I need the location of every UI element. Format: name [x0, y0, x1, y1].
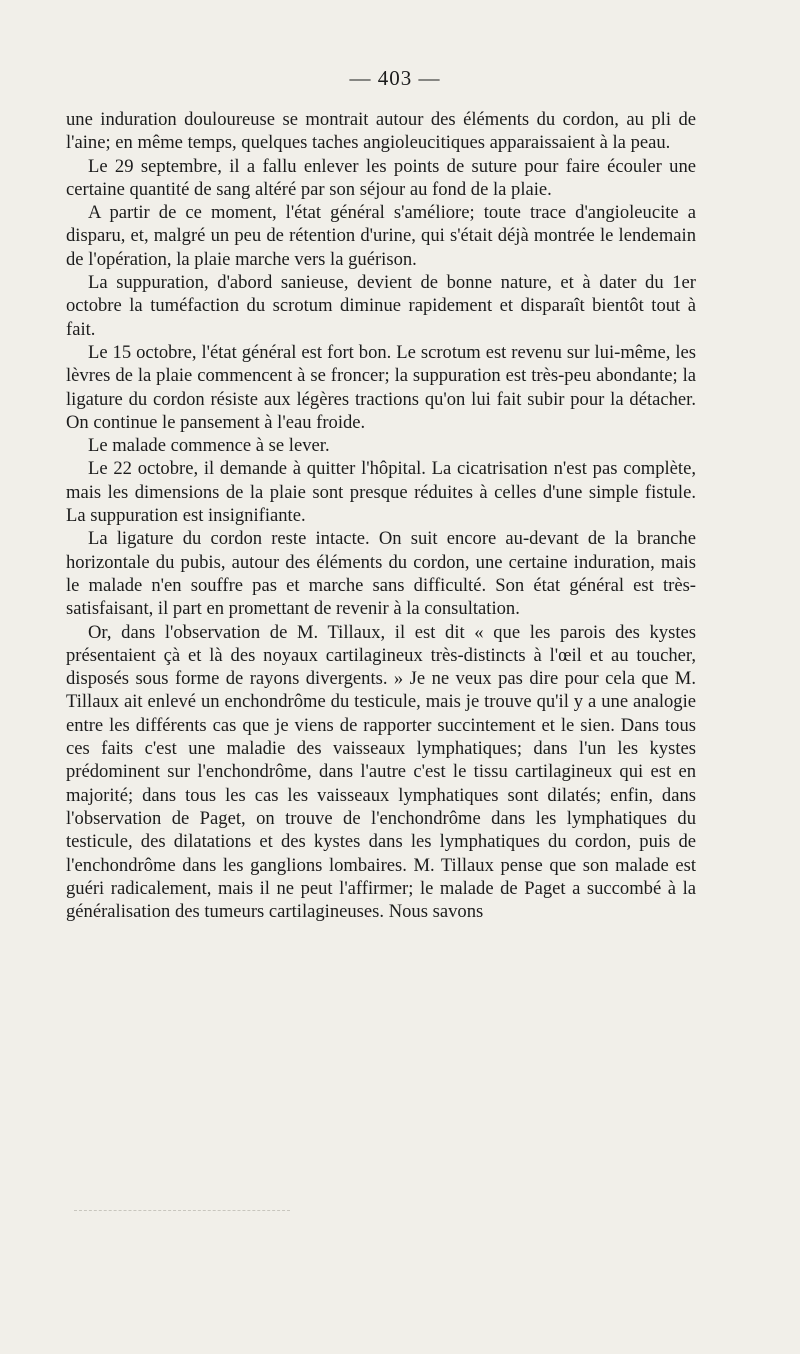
paragraph: Le malade commence à se lever. — [88, 435, 330, 457]
body-text — [66, 108, 696, 923]
printing-smudge — [74, 1210, 290, 1215]
paragraph: Le 29 septembre, il a fallu enlever les points de suture pour faire écouler une certaine quantité de sang altéré par son séjour au fond de la plaie. — [66, 155, 696, 200]
paragraph: Or, dans l'observation de M. Tillaux, il est dit « que les parois des kystes présentaient çà et là des noyaux cartilagineux très-distincts à l'œil et au toucher, disposés sous forme de rayons divergents. » Je ne veux pas dire pour cela que M. Tillaux ait enlevé un enchondrôme du testicule, mais je trouve qu'il y a une analogie entre les différents cas que je viens de rapporter succintement et le sien. Dans tous ces faits c'est une maladie des vaisseaux lymphatiques; dans l'un les kystes prédominent sur l'enchondrôme, dans l'autre c'est le tissu cartilagineux qui est en majorité; dans tous les cas les vaisseaux lymphatiques sont dilatés; enfin, dans l'observation de Paget, on trouve de l'enchondrôme dans les lymphatiques du testicule, des dilatations et des kystes dans les lymphatiques du cordon, puis de l'enchondrôme dans les ganglions lombaires. M. Tillaux pense que son malade est guéri radicalement, mais il ne peut l'affirmer; le malade de Paget a succombé à la généralisation des tumeurs cartilagineuses. Nous savons — [66, 621, 696, 923]
paragraph: A partir de ce moment, l'état général s'améliore; toute trace d'angioleucite a disparu, et, malgré un peu de rétention d'urine, qui s'était déjà montrée le lendemain de l'opération, la plaie marche vers la guérison. — [66, 202, 696, 270]
paragraph: La suppuration, d'abord sanieuse, devient de bonne nature, et à dater du 1er octobre la tuméfaction du scrotum diminue rapidement et disparaît bientôt tout à fait. — [66, 272, 696, 340]
paragraph: Le 15 octobre, l'état général est fort bon. Le scrotum est revenu sur lui-même, les lèvres de la plaie commencent à se froncer; la suppuration est très-peu abondante; la ligature du cordon résiste aux légères tractions qu'on lui fait subir pour la détacher. On continue le pansement à l'eau froide. — [66, 341, 696, 433]
page-number: — 403 — — [349, 66, 441, 90]
paragraph: La ligature du cordon reste intacte. On suit encore au-devant de la branche horizontale du pubis, autour des éléments du cordon, une certaine induration, mais le malade n'en souffre pas et marche sans difficulté. Son état général est très-satisfaisant, il part en promettant de revenir à la consultation. — [66, 528, 696, 620]
paragraph-continuation: une induration douloureuse se montrait autour des éléments du cordon, au pli de l'aine; en même temps, quelques taches angioleucitiques apparaissaient à la peau. — [66, 109, 696, 154]
paragraph: Le 22 octobre, il demande à quitter l'hôpital. La cicatrisation n'est pas complète, mais les dimensions de la plaie sont presque réduites à celles d'une simple fistule. La suppuration est insignifiante. — [66, 458, 696, 527]
